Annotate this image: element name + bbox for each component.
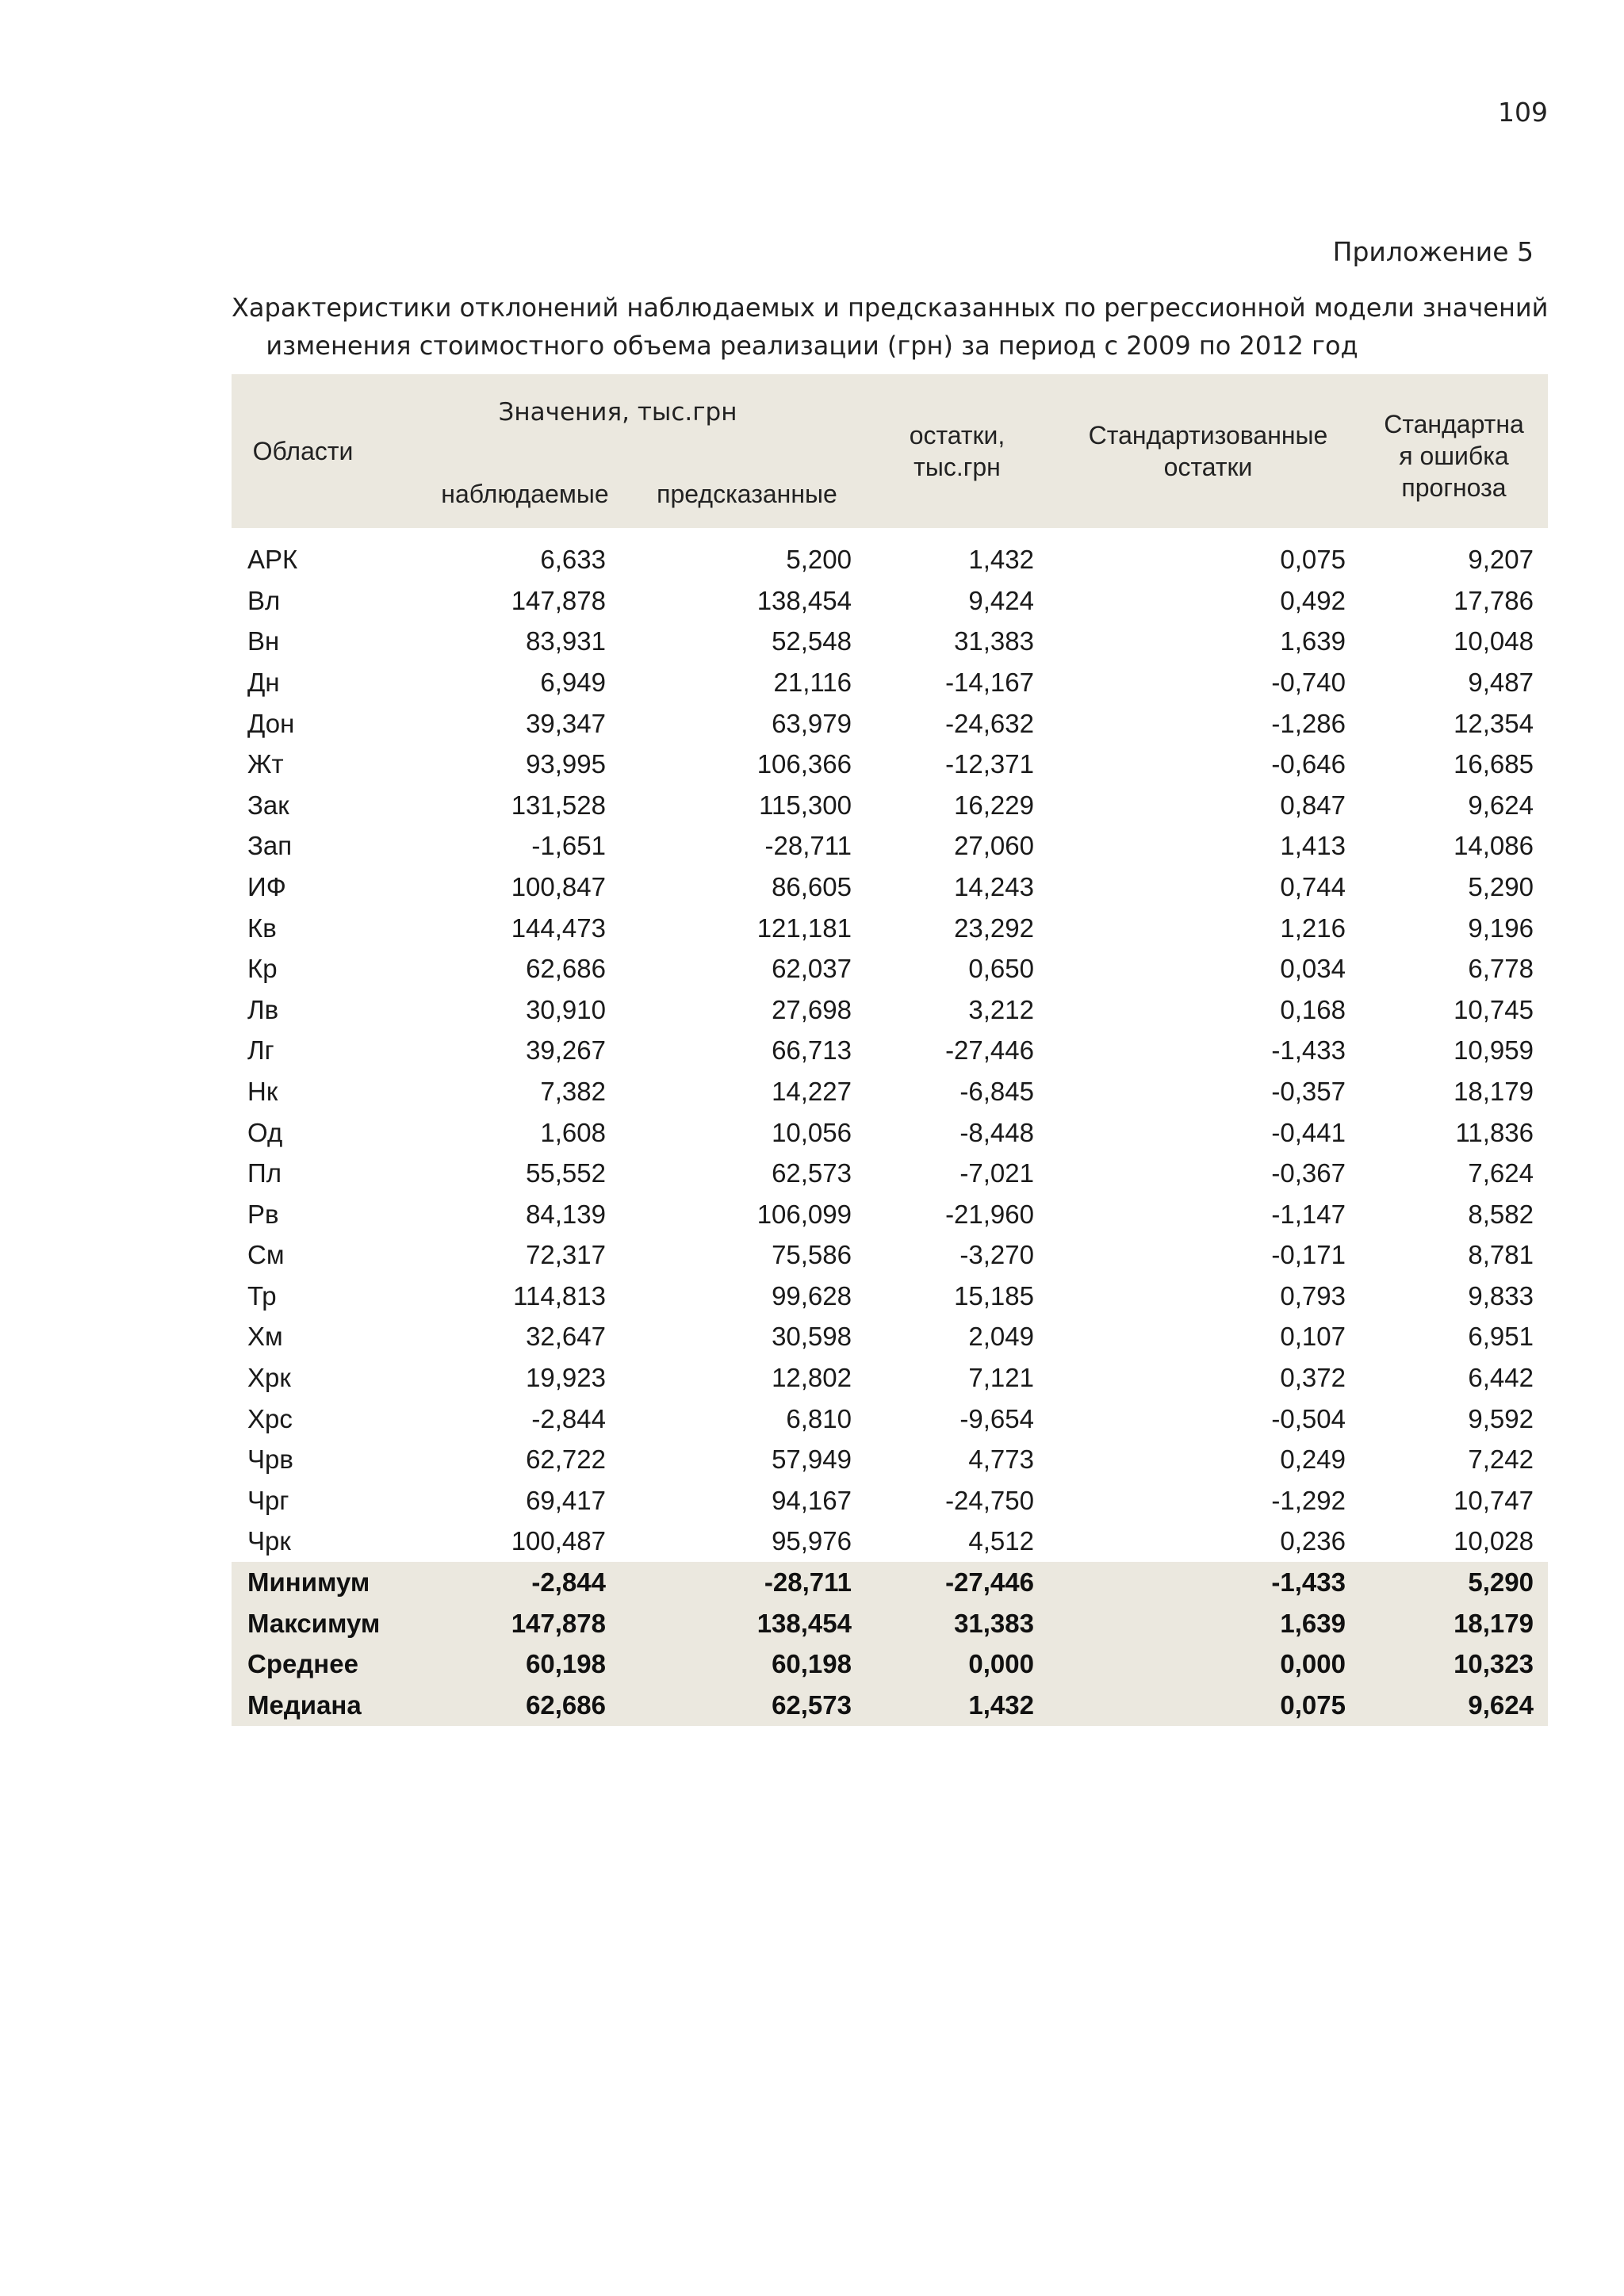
std-residual-cell: 0,107 (1280, 1322, 1346, 1352)
region-cell: Лг (247, 1035, 274, 1066)
header-forecast-error-line-1: Стандартна (1384, 410, 1524, 438)
header-forecast-error (1360, 374, 1548, 528)
residual-cell: 16,229 (954, 790, 1034, 820)
residual-cell: -14,167 (945, 667, 1034, 697)
residual-cell: 7,121 (968, 1363, 1034, 1393)
forecast-error-cell: 8,781 (1468, 1240, 1534, 1270)
header-std-residuals (1048, 374, 1360, 528)
table-row (232, 703, 1548, 744)
predicted-cell: 94,167 (772, 1485, 852, 1515)
forecast-error-cell: 7,624 (1468, 1158, 1534, 1188)
region-cell: АРК (247, 545, 298, 574)
residual-cell: -8,448 (959, 1117, 1034, 1147)
predicted-cell: 86,605 (772, 871, 852, 901)
forecast-error-cell: 10,323 (1454, 1649, 1534, 1679)
region-cell: Среднее (247, 1649, 358, 1679)
std-residual-cell: 0,793 (1280, 1280, 1346, 1311)
observed-cell: 147,878 (511, 1608, 606, 1638)
forecast-error-cell: 9,624 (1468, 1689, 1534, 1720)
region-cell: Дон (247, 708, 295, 738)
region-cell: Минимум (247, 1567, 370, 1598)
observed-cell: 39,267 (526, 1035, 606, 1066)
table-body (232, 528, 1548, 1562)
header-std-residuals-line-2: остатки (1163, 453, 1253, 481)
predicted-cell: 138,454 (756, 1608, 852, 1638)
table-row (232, 908, 1548, 949)
region-cell: Чрг (247, 1485, 289, 1515)
observed-cell: -1,651 (531, 831, 606, 861)
residual-cell: -27,446 (945, 1035, 1034, 1066)
observed-cell: 6,633 (540, 545, 606, 574)
predicted-cell: 99,628 (772, 1280, 852, 1311)
observed-cell: 93,995 (526, 749, 606, 779)
predicted-cell: 95,976 (772, 1526, 852, 1556)
residual-cell: -6,845 (959, 1076, 1034, 1106)
header-residuals-line-1: остатки, (909, 421, 1005, 450)
table-row (232, 662, 1548, 703)
summary-row (232, 1603, 1548, 1644)
predicted-cell: 75,586 (772, 1240, 852, 1270)
region-cell: Чрк (247, 1526, 291, 1556)
std-residual-cell: -0,646 (1271, 749, 1346, 779)
page-number: 109 (1498, 97, 1548, 128)
summary-row (232, 1644, 1548, 1685)
observed-cell: 62,686 (526, 1689, 606, 1720)
std-residual-cell: -0,357 (1271, 1076, 1346, 1106)
residual-cell: 1,432 (968, 545, 1034, 574)
predicted-cell: 138,454 (756, 585, 852, 615)
table-row (232, 989, 1548, 1031)
table-row (232, 528, 1548, 580)
predicted-cell: 52,548 (772, 626, 852, 656)
forecast-error-cell: 5,290 (1468, 871, 1534, 901)
predicted-cell: 21,116 (773, 667, 852, 697)
forecast-error-cell: 6,442 (1468, 1363, 1534, 1393)
table-row (232, 622, 1548, 663)
residual-cell: 23,292 (954, 913, 1034, 943)
region-cell: Зак (247, 790, 289, 820)
table-header (232, 374, 1548, 528)
predicted-cell: 14,227 (772, 1076, 852, 1106)
residual-cell: 15,185 (954, 1280, 1034, 1311)
predicted-cell: 121,181 (756, 913, 852, 943)
residual-cell: 3,212 (968, 994, 1034, 1024)
region-cell: Хрс (247, 1403, 293, 1433)
predicted-cell: -28,711 (764, 831, 852, 861)
predicted-cell: 66,713 (772, 1035, 852, 1066)
predicted-cell: 57,949 (772, 1445, 852, 1475)
table-row (232, 1357, 1548, 1399)
forecast-error-cell: 10,747 (1454, 1485, 1534, 1515)
residual-cell: 31,383 (954, 1608, 1034, 1638)
forecast-error-cell: 17,786 (1454, 585, 1534, 615)
region-cell: Зап (247, 831, 293, 861)
region-cell: Хрк (247, 1363, 291, 1393)
observed-cell: 144,473 (511, 913, 606, 943)
forecast-error-cell: 10,959 (1454, 1035, 1534, 1066)
observed-cell: 114,813 (513, 1280, 606, 1311)
observed-cell: 62,686 (526, 954, 606, 984)
observed-cell: 19,923 (526, 1363, 606, 1393)
residual-cell: -21,960 (945, 1199, 1034, 1229)
forecast-error-cell: 18,179 (1454, 1608, 1534, 1638)
predicted-cell: 115,300 (759, 790, 852, 820)
region-cell: Рв (247, 1199, 279, 1229)
observed-cell: 6,949 (540, 667, 606, 697)
predicted-cell: 5,200 (786, 545, 852, 574)
region-cell: Вл (247, 585, 281, 615)
residual-cell: 0,650 (968, 954, 1034, 984)
std-residual-cell: 0,000 (1280, 1649, 1346, 1679)
predicted-cell: 106,099 (756, 1199, 852, 1229)
table-row (232, 1153, 1548, 1194)
table-row (232, 1521, 1548, 1563)
observed-cell: 83,931 (526, 626, 606, 656)
residual-cell: 4,773 (968, 1445, 1034, 1475)
table-row (232, 1317, 1548, 1358)
header-row-1 (232, 374, 1548, 460)
predicted-cell: -28,711 (764, 1567, 852, 1598)
forecast-error-cell: 9,624 (1468, 790, 1534, 820)
observed-cell: -2,844 (531, 1567, 606, 1598)
forecast-error-cell: 10,048 (1454, 626, 1534, 656)
observed-cell: 30,910 (526, 994, 606, 1024)
residual-cell: 31,383 (954, 626, 1034, 656)
region-cell: Хм (247, 1322, 283, 1352)
std-residual-cell: 1,216 (1280, 913, 1346, 943)
std-residual-cell: 0,847 (1280, 790, 1346, 820)
residual-cell: -7,021 (959, 1158, 1034, 1188)
header-std-residuals-line-1: Стандартизованные (1088, 421, 1328, 450)
forecast-error-cell: 6,951 (1468, 1322, 1534, 1352)
predicted-cell: 62,037 (772, 954, 852, 984)
forecast-error-cell: 5,290 (1468, 1567, 1534, 1598)
header-observed: наблюдаемые (441, 479, 609, 508)
forecast-error-cell: 10,028 (1454, 1526, 1534, 1556)
std-residual-cell: 0,372 (1280, 1363, 1346, 1393)
table-row (232, 948, 1548, 989)
residual-cell: 14,243 (954, 871, 1034, 901)
region-cell: Пл (247, 1158, 282, 1188)
std-residual-cell: 0,744 (1280, 871, 1346, 901)
region-cell: Медиана (247, 1689, 362, 1720)
std-residual-cell: -0,171 (1271, 1240, 1346, 1270)
table-row (232, 785, 1548, 826)
table-row (232, 1031, 1548, 1072)
header-residuals (866, 374, 1048, 528)
std-residual-cell: -0,504 (1271, 1403, 1346, 1433)
header-predicted: предсказанные (657, 479, 837, 508)
forecast-error-cell: 9,487 (1468, 667, 1534, 697)
region-cell: Кр (247, 954, 278, 984)
observed-cell: 1,608 (540, 1117, 606, 1147)
table-row (232, 826, 1548, 867)
std-residual-cell: -0,740 (1271, 667, 1346, 697)
table-row (232, 1439, 1548, 1480)
forecast-error-cell: 9,207 (1468, 545, 1534, 574)
header-region: Области (252, 436, 354, 465)
predicted-cell: 6,810 (786, 1403, 852, 1433)
region-cell: Вн (247, 626, 280, 656)
region-cell: Тр (247, 1280, 277, 1311)
region-cell: ИФ (247, 871, 286, 901)
table-row (232, 744, 1548, 785)
table-row (232, 1071, 1548, 1112)
observed-cell: 55,552 (526, 1158, 606, 1188)
predicted-cell: 106,366 (756, 749, 852, 779)
residual-cell: 1,432 (968, 1689, 1034, 1720)
predicted-cell: 12,802 (772, 1363, 852, 1393)
observed-cell: 84,139 (526, 1199, 606, 1229)
summary-row (232, 1562, 1548, 1603)
table-row (232, 1194, 1548, 1235)
forecast-error-cell: 9,833 (1468, 1280, 1534, 1311)
std-residual-cell: 0,249 (1280, 1445, 1346, 1475)
predicted-cell: 27,698 (772, 994, 852, 1024)
observed-cell: 147,878 (511, 585, 606, 615)
observed-cell: 100,487 (511, 1526, 606, 1556)
forecast-error-cell: 12,354 (1454, 708, 1534, 738)
header-values-group (398, 374, 866, 460)
document-title (232, 289, 1549, 365)
forecast-error-cell: 18,179 (1454, 1076, 1534, 1106)
table-row (232, 1235, 1548, 1276)
forecast-error-cell: 9,592 (1468, 1403, 1534, 1433)
observed-cell: 72,317 (526, 1240, 606, 1270)
std-residual-cell: -1,433 (1271, 1035, 1346, 1066)
table-row (232, 867, 1548, 908)
table-row (232, 1112, 1548, 1154)
residual-cell: 9,424 (968, 585, 1034, 615)
table-row (232, 1276, 1548, 1317)
residual-cell: -24,632 (945, 708, 1034, 738)
table-row (232, 1480, 1548, 1521)
observed-cell: 100,847 (511, 871, 606, 901)
observed-cell: 69,417 (526, 1485, 606, 1515)
predicted-cell: 63,979 (772, 708, 852, 738)
std-residual-cell: -1,292 (1271, 1485, 1346, 1515)
std-residual-cell: 1,413 (1280, 831, 1346, 861)
document-title-line-1: Характеристики отклонений наблюдаемых и предсказанных по регрессионной модели значений (232, 293, 1549, 323)
residual-cell: 27,060 (954, 831, 1034, 861)
table-row (232, 1399, 1548, 1440)
forecast-error-cell: 9,196 (1468, 913, 1534, 943)
region-cell: Дн (247, 667, 280, 697)
region-cell: См (247, 1240, 285, 1270)
region-cell: Чрв (247, 1445, 293, 1475)
residual-cell: 0,000 (968, 1649, 1034, 1679)
observed-cell: -2,844 (531, 1403, 606, 1433)
std-residual-cell: -1,433 (1271, 1567, 1346, 1598)
predicted-cell: 10,056 (772, 1117, 852, 1147)
region-cell: Нк (247, 1076, 278, 1106)
header-residuals-line-2: тыс.грн (914, 453, 1001, 481)
std-residual-cell: 0,075 (1280, 1689, 1346, 1720)
forecast-error-cell: 10,745 (1454, 994, 1534, 1024)
predicted-cell: 30,598 (772, 1322, 852, 1352)
region-cell: Кв (247, 913, 277, 943)
forecast-error-cell: 14,086 (1454, 831, 1534, 861)
std-residual-cell: -0,367 (1271, 1158, 1346, 1188)
std-residual-cell: 1,639 (1280, 1608, 1346, 1638)
table-summary (232, 1562, 1548, 1725)
residual-cell: -24,750 (945, 1485, 1034, 1515)
residual-cell: -9,654 (959, 1403, 1034, 1433)
forecast-error-cell: 16,685 (1454, 749, 1534, 779)
std-residual-cell: -0,441 (1271, 1117, 1346, 1147)
predicted-cell: 62,573 (772, 1158, 852, 1188)
observed-cell: 60,198 (526, 1649, 606, 1679)
document-title-line-2: изменения стоимостного объема реализации (грн) за период с 2009 по 2012 год (266, 331, 1358, 361)
observed-cell: 62,722 (526, 1445, 606, 1475)
std-residual-cell: 1,639 (1280, 626, 1346, 656)
appendix-label: Приложение 5 (1332, 236, 1534, 267)
std-residual-cell: 0,075 (1280, 545, 1346, 574)
observed-cell: 131,528 (511, 790, 606, 820)
observed-cell: 7,382 (540, 1076, 606, 1106)
forecast-error-cell: 11,836 (1455, 1117, 1534, 1147)
residual-cell: -3,270 (959, 1240, 1034, 1270)
region-cell: Лв (247, 994, 279, 1024)
region-cell: Жт (247, 749, 284, 779)
std-residual-cell: 0,168 (1280, 994, 1346, 1024)
region-cell: Од (247, 1117, 283, 1147)
std-residual-cell: 0,492 (1280, 585, 1346, 615)
std-residual-cell: -1,147 (1271, 1199, 1346, 1229)
residual-cell: -27,446 (945, 1567, 1034, 1598)
header-forecast-error-line-3: прогноза (1401, 473, 1507, 502)
residual-cell: 4,512 (968, 1526, 1034, 1556)
header-values-group-label: Значения, тыс.грн (498, 398, 737, 427)
forecast-error-cell: 7,242 (1468, 1445, 1534, 1475)
region-cell: Максимум (247, 1608, 381, 1638)
residual-cell: -12,371 (945, 749, 1034, 779)
std-residual-cell: 0,236 (1280, 1526, 1346, 1556)
residuals-table (232, 374, 1548, 1726)
observed-cell: 32,647 (526, 1322, 606, 1352)
predicted-cell: 60,198 (772, 1649, 852, 1679)
table-row (232, 580, 1548, 622)
std-residual-cell: 0,034 (1280, 954, 1346, 984)
forecast-error-cell: 8,582 (1468, 1199, 1534, 1229)
residual-cell: 2,049 (968, 1322, 1034, 1352)
std-residual-cell: -1,286 (1271, 708, 1346, 738)
observed-cell: 39,347 (526, 708, 606, 738)
header-forecast-error-line-2: я ошибка (1399, 442, 1509, 470)
predicted-cell: 62,573 (772, 1689, 852, 1720)
forecast-error-cell: 6,778 (1468, 954, 1534, 984)
summary-row (232, 1685, 1548, 1726)
